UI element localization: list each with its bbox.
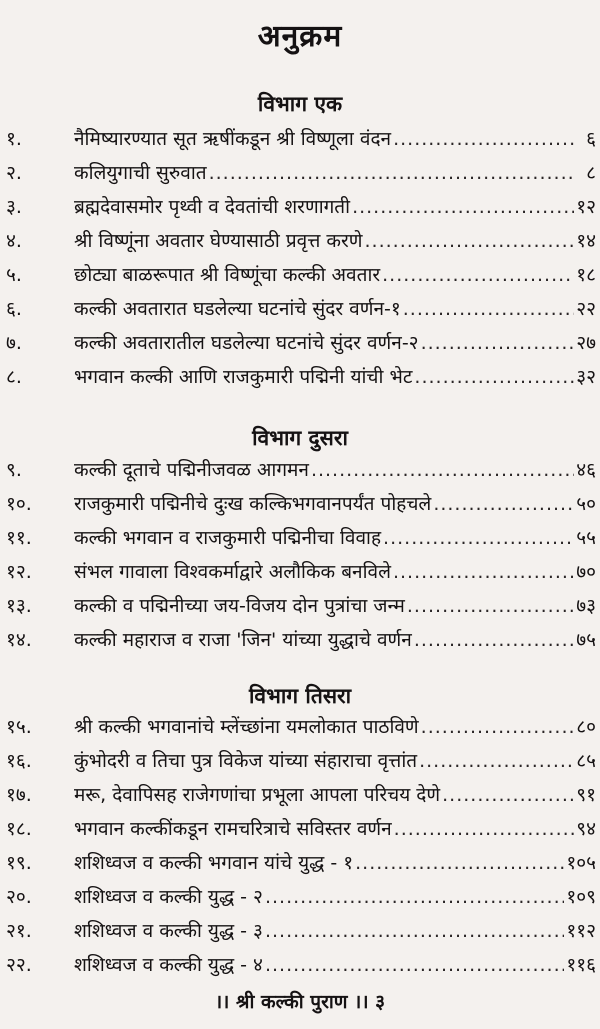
entry-title: भगवान कल्की आणि राजकुमारी पद्मिनी यांची भेट [74, 366, 413, 388]
entry-page: १४ [576, 230, 596, 252]
entry-page: ८० [576, 716, 596, 738]
entry-number: ५. [6, 264, 22, 286]
dot-leader [419, 744, 574, 778]
entry-title: कलियुगाची सुरुवात [74, 162, 207, 184]
section-heading-2: विभाग दुसरा [252, 426, 348, 450]
toc-entry [0, 948, 600, 982]
entry-title: कल्की दूताचे पद्मिनीजवळ आगमन [74, 459, 309, 481]
dot-leader [311, 453, 574, 487]
entry-page: ५० [576, 493, 596, 515]
entry-number: ९. [6, 459, 22, 481]
entry-number: ३. [6, 196, 22, 218]
entry-number: ६. [6, 298, 22, 320]
toc-entry [0, 326, 600, 360]
toc-entry [0, 555, 600, 589]
dot-leader [403, 292, 574, 326]
page-title: अनुक्रम [257, 19, 343, 54]
toc-entry [0, 360, 600, 394]
entry-number: १६. [6, 750, 32, 772]
dot-leader [265, 948, 564, 982]
entry-number: १८. [6, 818, 32, 840]
entry-number: ४. [6, 230, 22, 252]
dot-leader [414, 623, 574, 657]
entry-number: १३. [6, 595, 32, 617]
dot-leader [265, 914, 564, 948]
entry-page: १२ [576, 196, 596, 218]
entry-number: २१. [6, 920, 32, 942]
toc-entry [0, 224, 600, 258]
entry-number: १४. [6, 629, 32, 651]
entry-number: ७. [6, 332, 22, 354]
entry-title: शशिध्वज व कल्की युद्ध - ३ [74, 920, 263, 942]
entry-title: कल्की भगवान व राजकुमारी पद्मिनीचा विवाह [74, 527, 382, 549]
toc-entry [0, 589, 600, 623]
dot-leader [433, 487, 574, 521]
entry-page: २२ [576, 298, 596, 320]
entry-page: ७५ [576, 629, 596, 651]
entry-page: ८५ [576, 750, 596, 772]
entry-page: ११२ [566, 920, 596, 942]
entry-number: १०. [6, 493, 32, 515]
toc-entry [0, 487, 600, 521]
dot-leader [265, 880, 564, 914]
entry-page: ९१ [576, 784, 596, 806]
entry-number: २०. [6, 886, 32, 908]
entry-page: ७० [576, 561, 596, 583]
entry-title: संभल गावाला विश्वकर्माद्वारे अलौकिक बनविले [74, 561, 391, 583]
entry-number: १. [6, 128, 22, 150]
toc-entry [0, 521, 600, 555]
section-heading-3: विभाग तिसरा [248, 684, 352, 708]
toc-entry [0, 156, 600, 190]
entry-title: ब्रह्मदेवासमोर पृथ्वी व देवतांची शरणागती [74, 196, 351, 218]
toc-entry [0, 258, 600, 292]
entry-page: ७३ [576, 595, 596, 617]
entry-number: ८. [6, 366, 22, 388]
toc-entry [0, 914, 600, 948]
dot-leader [421, 326, 574, 360]
entry-title: कल्की अवतारात घडलेल्या घटनांचे सुंदर वर्णन-१ [74, 298, 401, 320]
entry-number: २. [6, 162, 22, 184]
entry-title: शशिध्वज व कल्की युद्ध - २ [74, 886, 263, 908]
entry-number: १२. [6, 561, 32, 583]
toc-entry [0, 744, 600, 778]
entry-number: २२. [6, 954, 32, 976]
dot-leader [209, 156, 574, 190]
toc-entry [0, 880, 600, 914]
entry-page: ४६ [576, 459, 596, 481]
entry-title: शशिध्वज व कल्की भगवान यांचे युद्ध - १ [74, 852, 354, 874]
toc-entry [0, 812, 600, 846]
entry-page: १०९ [566, 886, 596, 908]
entry-page: १८ [576, 264, 596, 286]
toc-entry [0, 778, 600, 812]
toc-entry [0, 190, 600, 224]
entry-page: १०५ [566, 852, 596, 874]
entry-title: भगवान कल्कींकडून रामचरित्राचे सविस्तर वर्णन [74, 818, 392, 840]
entry-number: ११. [6, 527, 32, 549]
dot-leader [355, 846, 564, 880]
entry-title: श्री कल्की भगवानांचे म्लेंच्छांना यमलोकात पाठविणे [74, 716, 419, 738]
entry-title: नैमिष्यारण्यात सूत ऋषींकडून श्री विष्णूला वंदन [74, 128, 392, 150]
entry-page: ८ [586, 162, 596, 184]
entry-title: कुंभोदरी व तिचा पुत्र विकेज यांच्या संहाराचा वृत्तांत [74, 750, 418, 772]
entry-title: कल्की महाराज व राजा 'जिन' यांच्या युद्धाचे वर्णन [74, 629, 412, 651]
dot-leader [393, 555, 574, 589]
entry-title: राजकुमारी पद्मिनीचे दुःख कल्किभगवानपर्यंत पोहचले [74, 493, 432, 515]
entry-page: ६ [586, 128, 596, 150]
dot-leader [382, 258, 574, 292]
page-footer: ।। श्री कल्की पुराण ।। ३ [214, 991, 386, 1013]
dot-leader [421, 710, 574, 744]
dot-leader [352, 190, 574, 224]
toc-entry [0, 122, 600, 156]
toc-entry [0, 292, 600, 326]
toc-entry [0, 710, 600, 744]
entry-title: शशिध्वज व कल्की युद्ध - ४ [74, 954, 263, 976]
dot-leader [393, 122, 574, 156]
entry-page: २७ [576, 332, 596, 354]
entry-title: मरू, देवापिसह राजेगणांचा प्रभूला आपला परिचय देणे [74, 784, 441, 806]
entry-title: कल्की व पद्मिनीच्या जय-विजय दोन पुत्रांचा जन्म [74, 595, 405, 617]
entry-number: १९. [6, 852, 32, 874]
toc-entry [0, 623, 600, 657]
dot-leader [365, 224, 574, 258]
toc-entry [0, 453, 600, 487]
dot-leader [442, 778, 574, 812]
dot-leader [383, 521, 574, 555]
entry-title: छोट्या बाळरूपात श्री विष्णूंचा कल्की अवतार [74, 264, 381, 286]
entry-page: ३२ [576, 366, 596, 388]
toc-entry [0, 846, 600, 880]
entry-page: ९४ [576, 818, 596, 840]
entry-page: ५५ [576, 527, 596, 549]
entry-page: ११६ [566, 954, 596, 976]
entry-number: १७. [6, 784, 32, 806]
dot-leader [394, 812, 574, 846]
dot-leader [407, 589, 574, 623]
entry-number: १५. [6, 716, 32, 738]
entry-title: कल्की अवतारातील घडलेल्या घटनांचे सुंदर वर्णन-२ [74, 332, 419, 354]
entry-title: श्री विष्णूंना अवतार घेण्यासाठी प्रवृत्त करणे [74, 230, 363, 252]
section-heading-1: विभाग एक [257, 92, 343, 116]
dot-leader [414, 360, 574, 394]
